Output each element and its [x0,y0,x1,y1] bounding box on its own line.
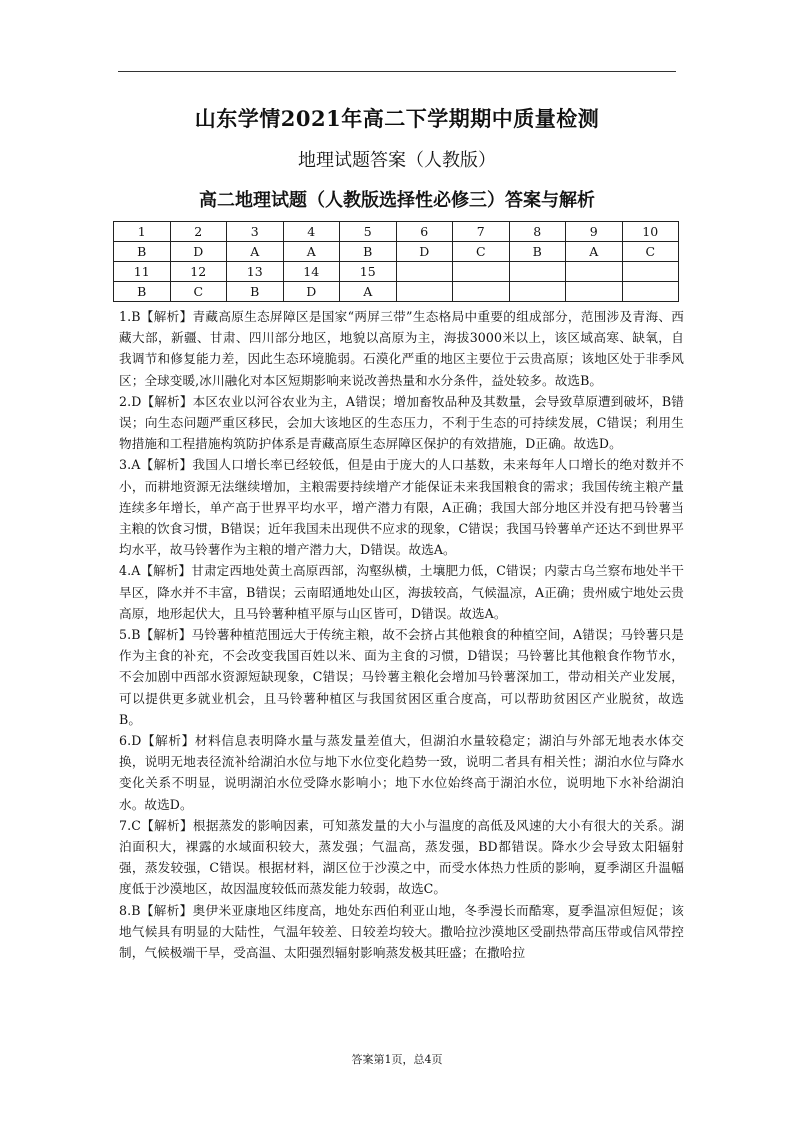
answer-table-cell [509,262,566,282]
answer-table-cell: B [114,282,171,302]
answer-table [113,221,679,302]
section-heading: 高二地理试题（人教版选择性必修三）答案与解析 [199,190,595,211]
explanation-8: 8.B【解析】奥伊米亚康地区纬度高，地处东西伯利亚山地，冬季漫长而酷寒，夏季温凉但短促；该地气候具有明显的大陆性，气温年较差、日较差均较大。撒哈拉沙漠地区受副热带高压带或信风带控制，气候极端干旱，受高温、太阳强烈辐射影响蒸发极其旺盛；在撒哈拉 [119,902,684,961]
answer-table-cell: 12 [170,262,227,282]
answer-table-cell [566,262,623,282]
answer-table-cell: 11 [114,262,171,282]
answer-table-row [114,262,679,282]
answer-table-cell: 8 [509,222,566,242]
answer-table-cell [509,282,566,302]
document-title: 山东学情2021年高二下学期期中质量检测 [194,106,600,131]
answer-table-cell [396,282,453,302]
document-subtitle: 地理试题答案（人教版） [298,150,496,171]
answer-table-cell: B [114,242,171,262]
answer-table-cell [453,282,510,302]
answer-table-cell: D [396,242,453,262]
answer-table-cell: A [283,242,340,262]
answer-table-row [114,242,679,262]
answer-table-cell [453,262,510,282]
answer-table-cell: C [622,242,679,262]
answer-table-cell: 4 [283,222,340,242]
answer-table-cell: A [566,242,623,262]
answer-table-cell [396,262,453,282]
answer-table-cell: 15 [340,262,397,282]
answer-table-cell [566,282,623,302]
answer-table-cell: A [227,242,284,262]
answer-table-cell: C [453,242,510,262]
answer-table-cell: 7 [453,222,510,242]
explanations [119,306,684,963]
answer-table-cell: D [170,242,227,262]
explanation-3: 3.A【解析】我国人口增长率已经较低，但是由于庞大的人口基数，未来每年人口增长的绝对数并不小，而耕地资源无法继续增加，主粮需要持续增产才能保证未来我国粮食的需求；我国传统主粮产量连续多年增长，单产高于世界平均水平，增产潜力有限，A正确；我国大部分地区并没有把马铃薯当主粮的饮食习惯，B错误；近年我国未出现供不应求的现象，C错误；我国马铃薯单产还达不到世界平均水平，故马铃薯作为主粮的增产潜力大，D错误。故选A。 [119,457,684,558]
explanation-7: 7.C【解析】根据蒸发的影响因素，可知蒸发量的大小与温度的高低及风速的大小有很大的关系。湖泊面积大，裸露的水域面积较大，蒸发强；气温高，蒸发强，BD都错误。降水少会导致太阳辐射强，蒸发较强，C错误。根据材料，湖区位于沙漠之中，而受水体热力性质的影响，夏季湖区升温幅度低于沙漠地区，故因温度较低而蒸发能力较弱，故选C。 [119,817,684,897]
answer-table-cell: 6 [396,222,453,242]
page-footer: 答案第1页，总4页 [351,1053,443,1066]
answer-table-cell: B [340,242,397,262]
answer-table-cell: 10 [622,222,679,242]
answer-table-cell: 1 [114,222,171,242]
answer-table-cell: 9 [566,222,623,242]
answer-table-cell: 14 [283,262,340,282]
answer-table-cell: B [509,242,566,262]
explanation-1: 1.B【解析】青藏高原生态屏障区是国家“两屏三带”生态格局中重要的组成部分，范围涉及青海、西藏大部，新疆、甘肃、四川部分地区，地貌以高原为主，海拔3000米以上，该区域高寒、缺氧，自我调节和修复能力差，因此生态环境脆弱。石漠化严重的地区主要位于云贵高原；该地区处于非季风区；全球变暖,冰川融化对本区短期影响来说改善热量和水分条件，益处较多。故选B。 [119,309,684,388]
answer-table-row [114,222,679,242]
answer-table-cell: B [227,282,284,302]
answer-table-cell [622,262,679,282]
top-rule [118,71,676,72]
explanation-2: 2.D【解析】本区农业以河谷农业为主，A错误；增加畜牧品种及其数量，会导致草原遭到破坏，B错误；向生态问题严重区移民，会加大该地区的生态压力，不利于生态的可持续发展，C错误；利用生物措施和工程措施构筑防护体系是青藏高原生态屏障区保护的有效措施，D正确。故选D。 [119,393,684,452]
answer-table-row [114,282,679,302]
answer-table-cell [622,282,679,302]
explanation-4: 4.A【解析】甘肃定西地处黄土高原西部，沟壑纵横，土壤肥力低，C错误；内蒙古乌兰察布地处半干旱区，降水并不丰富，B错误；云南昭通地处山区，海拔较高，气候温凉，A正确；贵州威宁地处云贵高原，地形起伏大，且马铃薯种植平原与山区皆可，D错误。故选A。 [119,563,684,621]
answer-table-cell: 2 [170,222,227,242]
answer-table-cell: 3 [227,222,284,242]
answer-table-cell: 5 [340,222,397,242]
answer-table-cell: 13 [227,262,284,282]
answer-table-cell: C [170,282,227,302]
explanation-5: 5.B【解析】马铃薯种植范围远大于传统主粮，故不会挤占其他粮食的种植空间，A错误；马铃薯只是作为主食的补充，不会改变我国百姓以米、面为主食的习惯，D错误；马铃薯比其他粮食作物节水，不会加剧中西部水资源短缺现象，C错误；马铃薯主粮化会增加马铃薯深加工，带动相关产业发展，可以提供更多就业机会，且马铃薯种植区与我国贫困区重合度高，可以帮助贫困区产业脱贫，故选B。 [119,627,684,727]
answer-table-cell: A [340,282,397,302]
answer-table-cell: D [283,282,340,302]
explanation-6: 6.D【解析】材料信息表明降水量与蒸发量差值大，但湖泊水量较稳定；湖泊与外部无地表水体交换，说明无地表径流补给湖泊水位与地下水位变化趋势一致，说明二者具有相关性；湖泊水位与降水变化关系不明显，说明湖泊水位受降水影响小；地下水位始终高于湖泊水位，说明地下水补给湖泊水。故选D。 [119,733,684,812]
